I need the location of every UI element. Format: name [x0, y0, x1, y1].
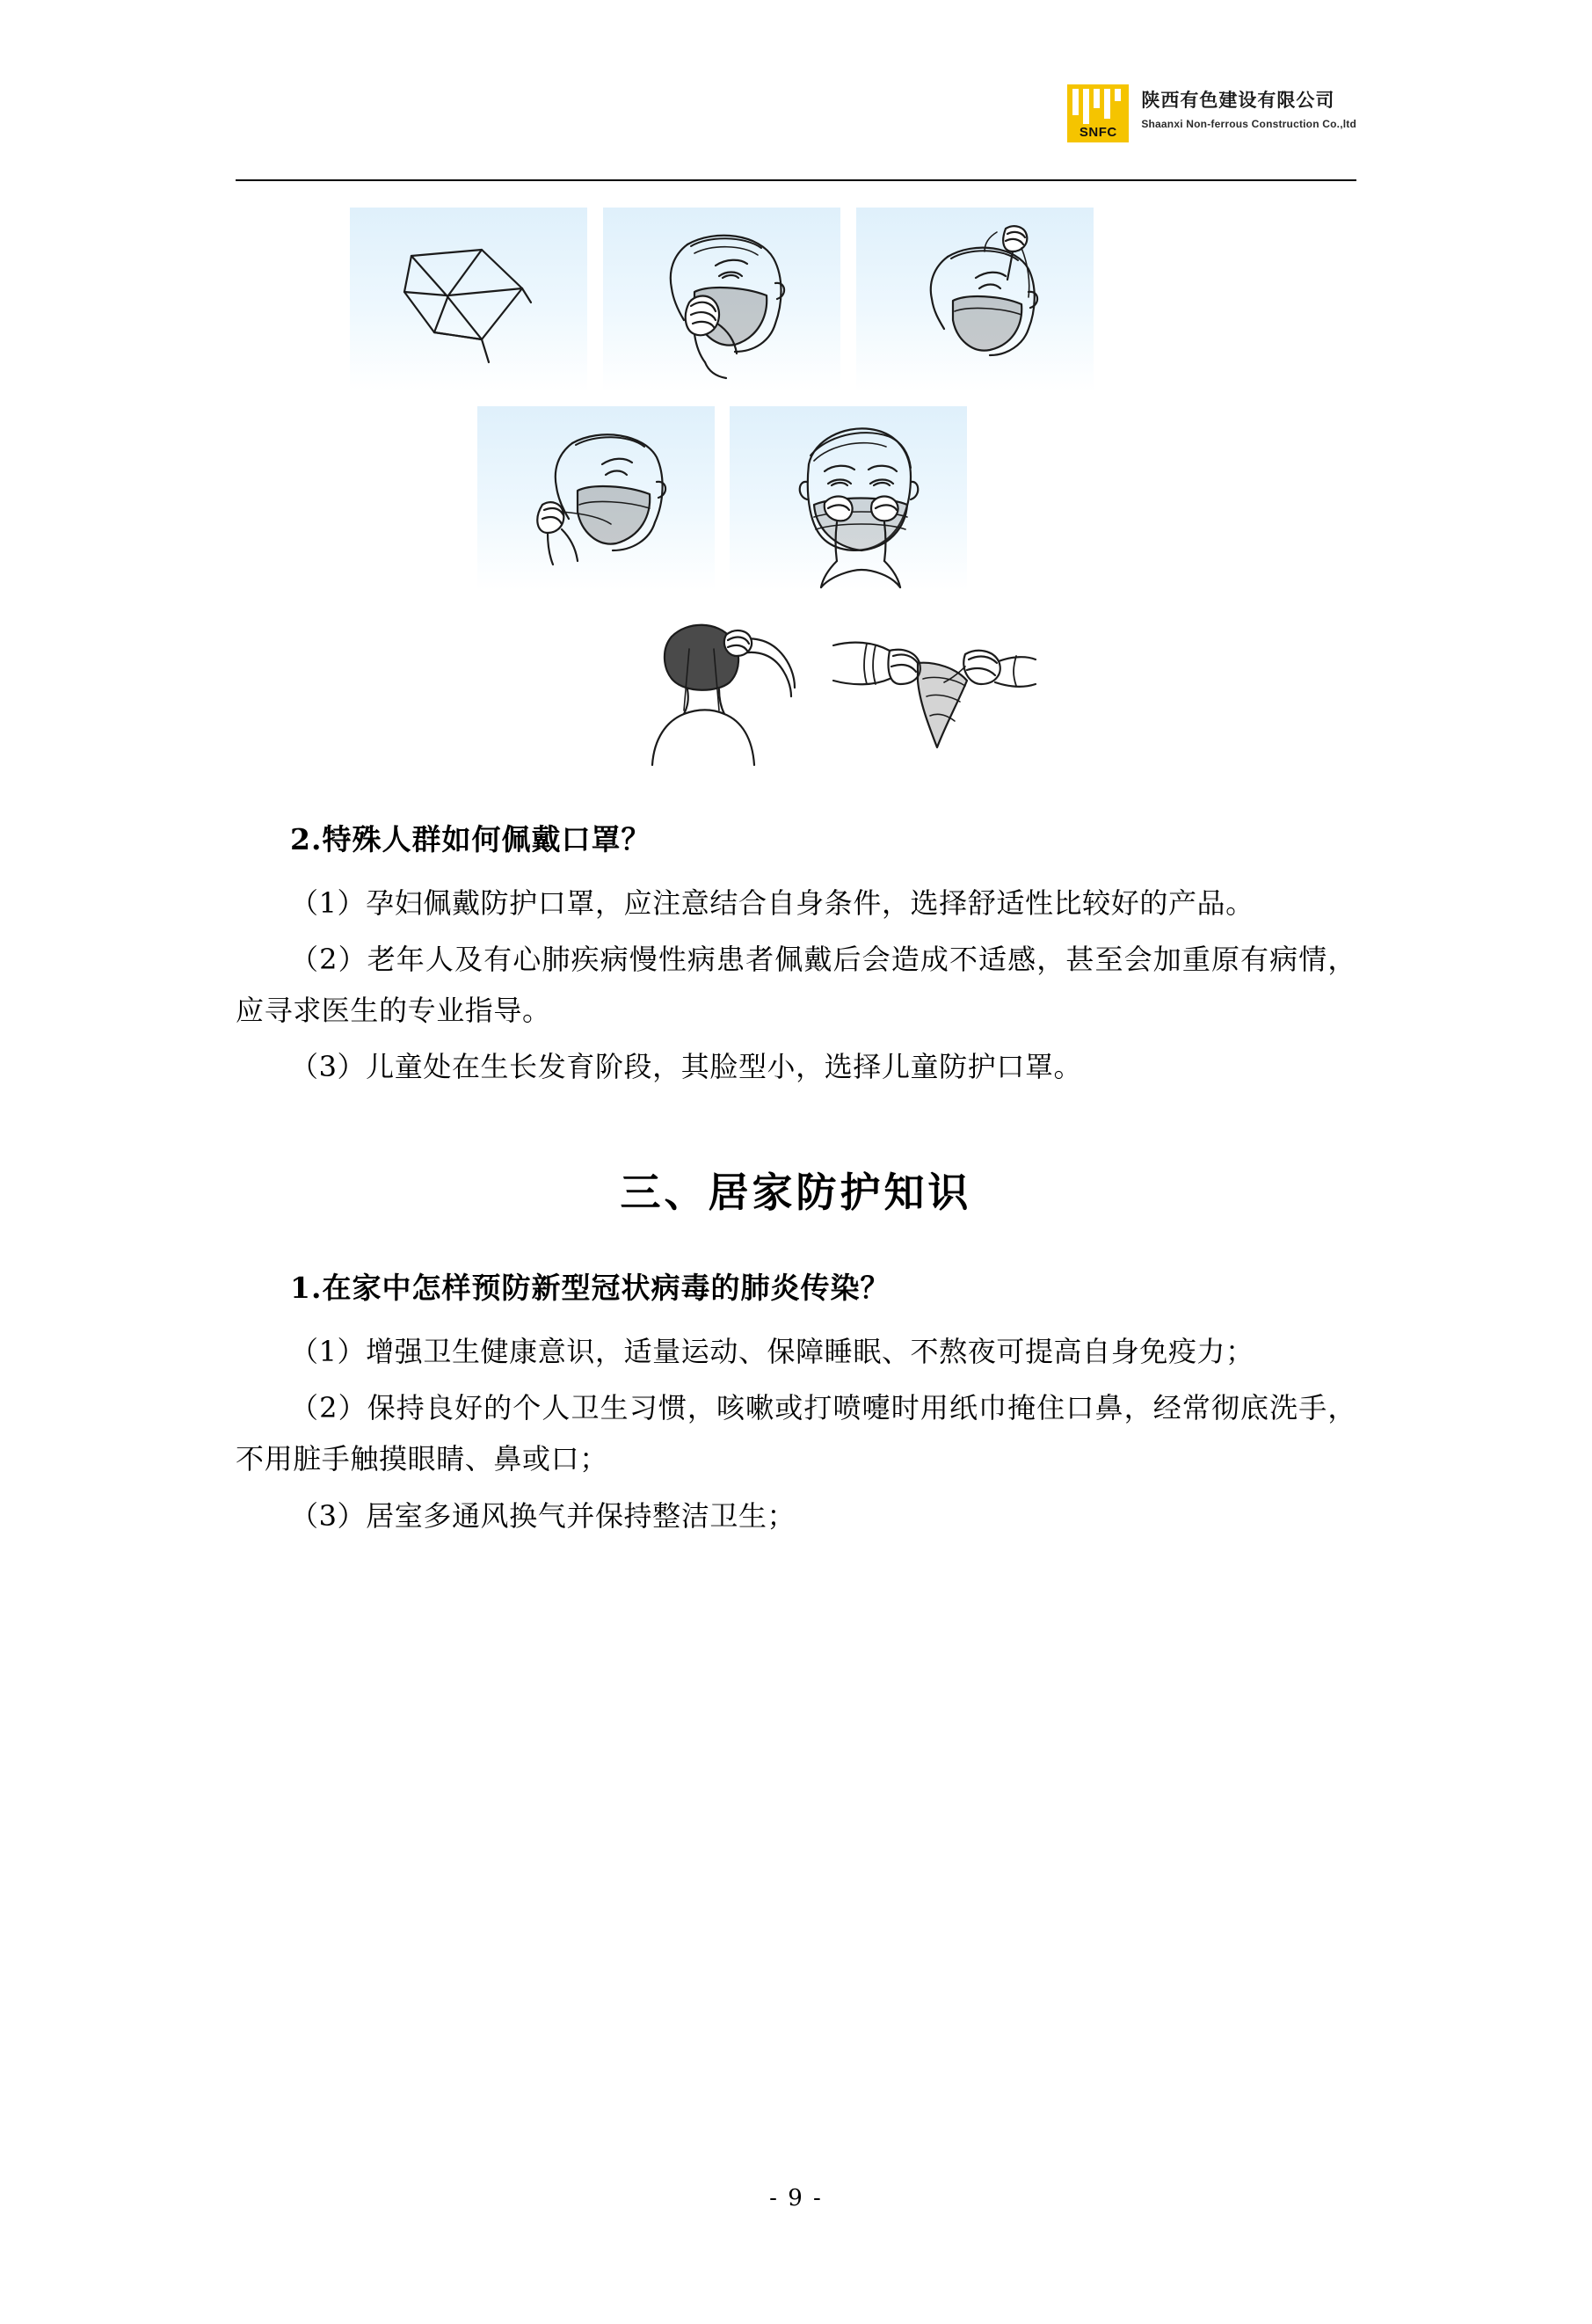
figure-panel-remove-mask	[603, 605, 814, 772]
heading-special-groups: 2.特殊人群如何佩戴口罩？	[290, 822, 651, 856]
company-name-en: Shaanxi Non-ferrous Construction Co.,ltd	[1141, 118, 1356, 130]
paragraph-2-1: （1）孕妇佩戴防护口罩，应注意结合自身条件，选择舒适性比较好的产品。	[290, 885, 1254, 920]
figure-panel-upper-strap	[856, 208, 1094, 392]
page-body	[236, 818, 1356, 1547]
figure-panel-cover-face	[603, 208, 840, 392]
pull-lower-strap-illustration	[477, 406, 715, 591]
mask-wearing-figure	[323, 199, 1290, 779]
company-name-cn: 陕西有色建设有限公司	[1141, 91, 1335, 111]
heading-section-three: 三、居家防护知识	[620, 1169, 972, 1217]
page-header	[236, 84, 1356, 181]
figure-panel-fold-mask	[350, 208, 587, 392]
paragraph-2-3: （3）儿童处在生长发育阶段，其脸型小，选择儿童防护口罩。	[290, 1050, 1083, 1084]
figure-panel-lower-strap	[477, 406, 715, 591]
press-nose-clip-illustration	[730, 406, 967, 591]
figure-panel-discard-mask	[826, 605, 1037, 772]
paragraph-3-1-3: （3）居室多通风换气并保持整洁卫生；	[290, 1498, 796, 1533]
remove-mask-from-back-illustration	[603, 605, 814, 772]
paragraph-2-2: （2）老年人及有心肺疾病慢性病患者佩戴后会造成不适感，甚至会加重原有病情，应寻求医生的专业指导。	[236, 942, 1356, 1027]
discard-mask-illustration	[826, 605, 1037, 772]
snfc-logo-icon	[1067, 84, 1129, 142]
paragraph-3-1-2: （2）保持良好的个人卫生习惯，咳嗽或打喷嚏时用纸巾掩住口鼻，经常彻底洗手，不用脏手触摸眼睛、鼻或口；	[236, 1391, 1356, 1476]
company-name-block	[1141, 84, 1356, 130]
cover-mouth-nose-illustration	[603, 208, 840, 392]
company-logo	[1067, 84, 1356, 142]
header-divider	[236, 179, 1356, 181]
paragraph-3-1-1: （1）增强卫生健康意识，适量运动、保障睡眠、不熬夜可提高自身免疫力；	[290, 1334, 1254, 1368]
logo-mark-text: SNFC	[1079, 125, 1117, 140]
page-number: - 9 -	[769, 2185, 823, 2211]
fold-mask-illustration	[350, 208, 587, 392]
heading-home-prevention: 1.在家中怎样预防新型冠状病毒的肺炎传染？	[290, 1271, 891, 1306]
pull-upper-strap-illustration	[856, 208, 1094, 392]
logo-bars-icon	[1067, 84, 1129, 127]
figure-panel-nose-clip	[730, 406, 967, 591]
